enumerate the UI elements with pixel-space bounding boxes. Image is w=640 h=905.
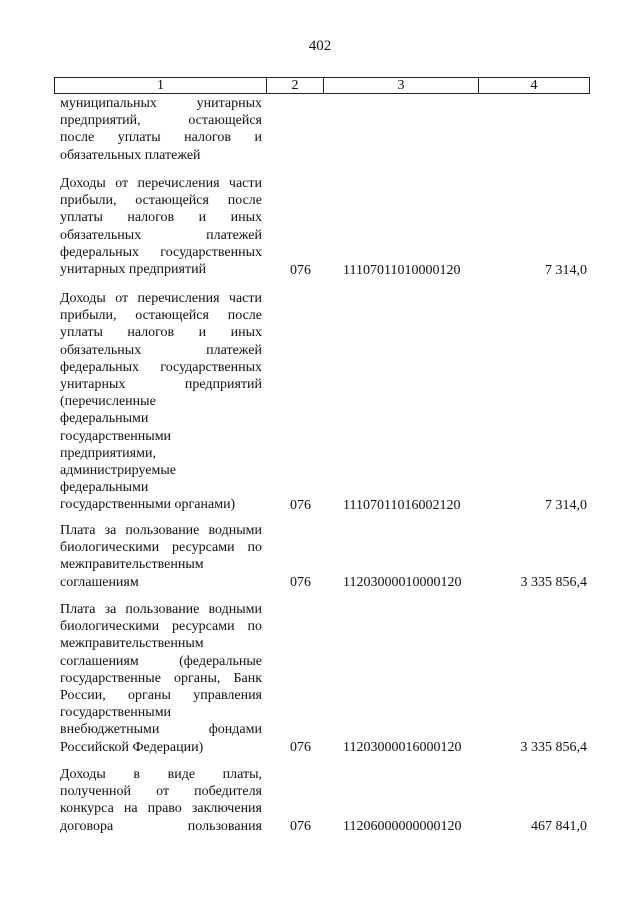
description-line: уплаты налогов и иных <box>60 210 262 226</box>
description-line: соглашениям (федеральные <box>60 653 262 669</box>
description-line: соглашениям <box>60 574 139 590</box>
description-line: (перечисленные <box>60 394 156 410</box>
description-line: Доходы от перечисления части <box>60 176 262 191</box>
page-number: 402 <box>308 38 332 54</box>
budget-classification-code: 11107011010000120 <box>343 262 461 278</box>
description-line: государственными <box>60 428 172 444</box>
description-line: конкурса на право заключения <box>60 801 262 817</box>
description-line: Российской Федерации) <box>60 739 204 755</box>
description-line: внебюджетными фондами <box>60 722 262 738</box>
description-line: прибыли, остающейся после <box>60 308 262 324</box>
column-header-4: 4 <box>530 78 538 93</box>
column-header-2: 2 <box>267 78 324 93</box>
table-row <box>60 290 590 514</box>
amount: 3 335 856,4 <box>520 574 587 590</box>
description-line: договора пользования <box>60 818 262 834</box>
amount: 467 841,0 <box>531 818 587 834</box>
row-description <box>60 766 262 835</box>
admin-code: 076 <box>290 739 311 755</box>
table-row <box>60 601 590 756</box>
row-description <box>60 522 262 591</box>
description-line: Плата за пользование водными <box>60 523 262 538</box>
row-description <box>60 601 262 756</box>
column-header-1: 1 <box>55 78 267 93</box>
table-row <box>60 522 590 591</box>
table-header-row <box>54 77 590 94</box>
amount: 7 314,0 <box>545 497 587 513</box>
description-line: федеральных государственных <box>60 359 262 375</box>
description-line: администрируемые <box>60 463 176 479</box>
description-line: федеральных государственных <box>60 244 262 260</box>
table-row <box>60 95 590 164</box>
description-line: межправительственным <box>60 557 204 573</box>
description-line: предприятий, остающейся <box>60 113 262 129</box>
description-line: полученной от победителя <box>60 784 262 800</box>
description-line: России, органы управления <box>60 688 262 704</box>
description-line: обязательных платежей <box>60 147 201 163</box>
column-header-3: 3 <box>324 78 479 93</box>
description-line: обязательных платежей <box>60 227 262 243</box>
row-description <box>60 95 262 164</box>
description-line: прибыли, остающейся после <box>60 193 262 209</box>
row-description <box>60 290 262 514</box>
admin-code: 076 <box>290 574 311 590</box>
description-line: Доходы от перечисления части <box>60 291 262 306</box>
description-line: унитарных предприятий <box>60 262 207 278</box>
description-line: уплаты налогов и иных <box>60 325 262 341</box>
description-line: государственные органы, Банк <box>60 670 262 686</box>
admin-code: 076 <box>290 497 311 513</box>
table-row <box>60 766 590 835</box>
description-line: предприятиями, <box>60 445 156 461</box>
description-line: после уплаты налогов и <box>60 130 262 146</box>
budget-classification-code: 11203000016000120 <box>343 739 462 755</box>
description-line: государственными <box>60 705 172 721</box>
description-line: биологическими ресурсами по <box>60 540 262 556</box>
description-line: муниципальных унитарных <box>60 96 262 111</box>
row-description <box>60 175 262 278</box>
amount: 3 335 856,4 <box>520 739 587 755</box>
amount: 7 314,0 <box>545 262 587 278</box>
budget-classification-code: 11206000000000120 <box>343 818 462 834</box>
description-line: федеральными <box>60 411 149 427</box>
admin-code: 076 <box>290 262 311 278</box>
budget-classification-code: 11107011016002120 <box>343 497 461 513</box>
description-line: Доходы в виде платы, <box>60 767 262 782</box>
description-line: межправительственным <box>60 636 204 652</box>
description-line: биологическими ресурсами по <box>60 619 262 635</box>
description-line: Плата за пользование водными <box>60 602 262 617</box>
description-line: обязательных платежей <box>60 342 262 358</box>
description-line: унитарных предприятий <box>60 377 262 393</box>
description-line: федеральными <box>60 480 149 496</box>
admin-code: 076 <box>290 818 311 834</box>
description-line: государственными органами) <box>60 497 236 513</box>
table-row <box>60 175 590 279</box>
budget-classification-code: 11203000010000120 <box>343 574 462 590</box>
